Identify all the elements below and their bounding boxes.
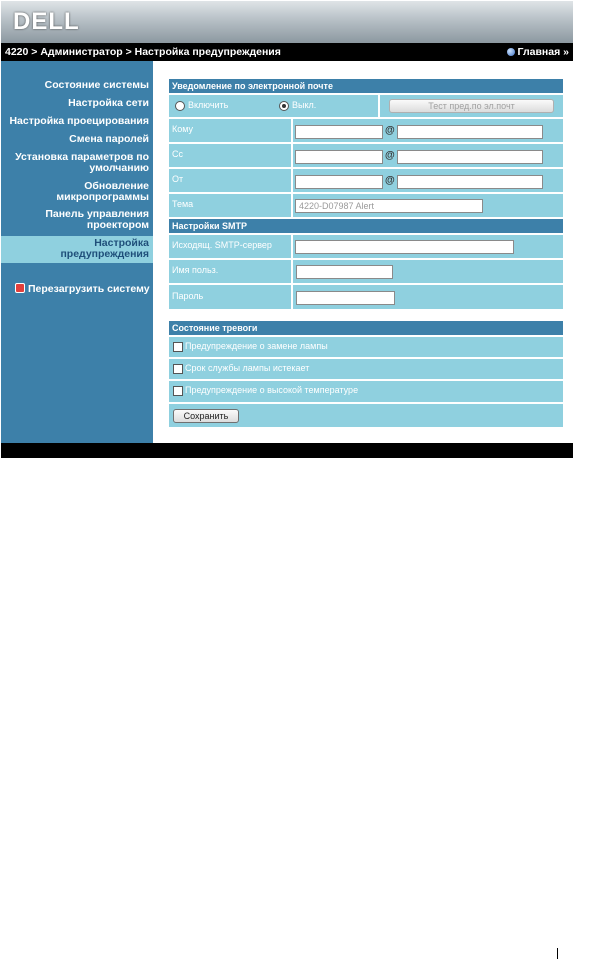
at-sign: @ [385,175,395,186]
from-domain-input[interactable] [397,175,543,189]
cell-divider [291,194,293,217]
to-user-input[interactable] [295,125,383,139]
subject-label: Тема [172,199,194,209]
save-row [169,404,563,427]
cc-row [169,144,563,167]
high-temp-label: Предупреждение о высокой температуре [185,385,359,395]
email-section-header: Уведомление по электронной почте [169,79,563,93]
cell-divider [291,235,293,258]
at-sign: @ [385,150,395,161]
disable-radio-label: Выкл. [292,100,317,110]
dell-logo: DELL [13,8,80,35]
web-console [1,1,573,458]
footer-bar [1,443,573,458]
smtp-user-input[interactable] [296,265,393,279]
cell-divider [378,95,380,117]
from-label: От [172,174,184,184]
cc-user-input[interactable] [295,150,383,164]
to-label: Кому [172,124,194,134]
breadcrumb: 4220 > Администратор > Настройка предупреждения [5,46,281,58]
alert-lamp-life-row [169,359,563,379]
alert-settings-panel [153,61,573,443]
lamp-replace-label: Предупреждение о замене лампы [185,341,328,351]
from-row [169,169,563,192]
logo-bar [1,1,573,43]
to-domain-input[interactable] [397,125,543,139]
sidebar-item-projector-panel[interactable]: Панель управления проектором [45,208,149,231]
smtp-password-label: Пароль [172,291,204,301]
alert-high-temp-row [169,381,563,402]
sidebar [1,61,153,443]
smtp-user-label: Имя польз. [172,265,219,275]
sidebar-item-firmware[interactable]: Обновление микропрограммы [56,180,149,203]
test-email-button[interactable]: Тест пред.по эл.почт [389,99,554,113]
subject-input[interactable] [295,199,483,213]
nav-bar [1,43,573,61]
cell-divider [291,144,293,167]
alert-lamp-replace-row [169,337,563,357]
to-row [169,119,563,142]
cell-divider [291,119,293,142]
lamp-life-checkbox[interactable] [173,364,183,374]
sidebar-item-projection[interactable]: Настройка проецирования [9,115,149,127]
sidebar-item-alert-setup[interactable]: Настройка предупреждения [60,237,149,260]
smtp-password-row [169,285,563,309]
smtp-password-input[interactable] [296,291,395,305]
enable-radio[interactable] [175,101,185,111]
reboot-label: Перезагрузить систему [28,283,150,295]
home-link-label: Главная » [517,46,569,58]
smtp-server-label: Исходящ. SMTP-сервер [172,240,272,250]
smtp-server-input[interactable] [295,240,514,254]
alert-section-header: Состояние тревоги [169,321,563,335]
save-button[interactable]: Сохранить [173,409,239,423]
globe-icon [507,48,515,56]
cell-divider [291,169,293,192]
reboot-link[interactable] [15,283,150,295]
power-icon [15,283,25,293]
cc-domain-input[interactable] [397,150,543,164]
lamp-life-label: Срок службы лампы истекает [185,363,310,373]
email-toggle-row [169,95,563,117]
disable-radio[interactable] [279,101,289,111]
at-sign: @ [385,125,395,136]
smtp-section-header: Настройки SMTP [169,219,563,233]
cell-divider [291,285,293,309]
from-user-input[interactable] [295,175,383,189]
sidebar-item-system-status[interactable]: Состояние системы [44,79,149,91]
smtp-user-row [169,260,563,283]
sidebar-item-passwords[interactable]: Смена паролей [69,133,149,145]
sidebar-item-network[interactable]: Настройка сети [68,97,149,109]
subject-row [169,194,563,217]
cell-divider [291,260,293,283]
page-margin-marker [557,948,558,959]
sidebar-item-defaults[interactable]: Установка параметров по умолчанию [15,151,149,174]
cc-label: Cc [172,149,183,159]
enable-radio-label: Включить [188,100,229,110]
home-link[interactable] [507,43,569,61]
high-temp-checkbox[interactable] [173,386,183,396]
smtp-server-row [169,235,563,258]
lamp-replace-checkbox[interactable] [173,342,183,352]
